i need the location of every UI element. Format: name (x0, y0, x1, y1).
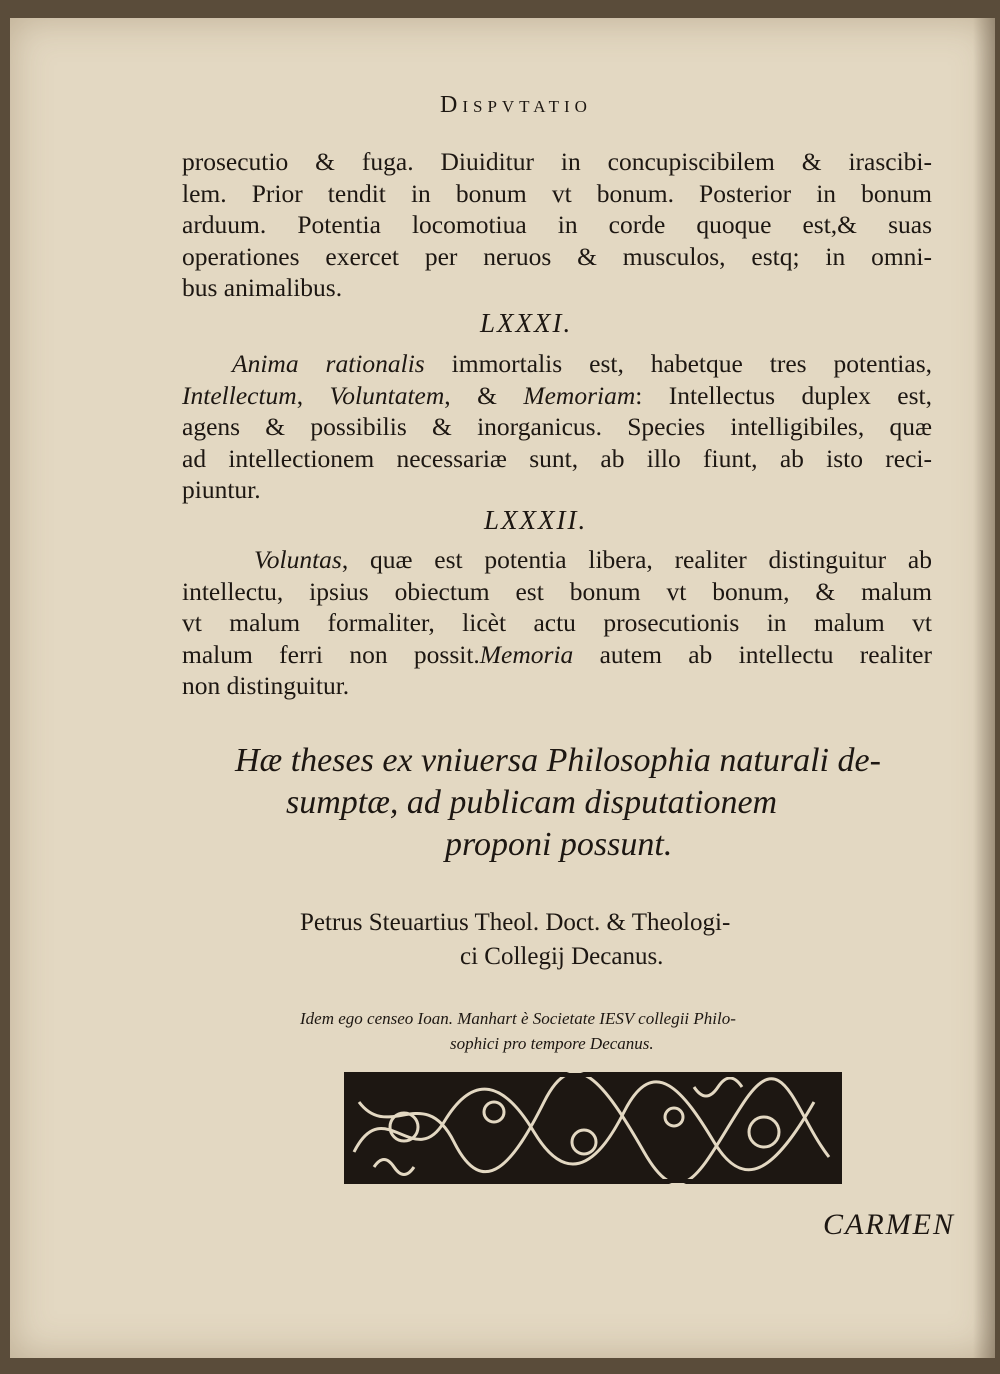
section-80-continuation (182, 146, 932, 304)
signature-line: ci Collegij Decanus. (460, 943, 664, 970)
closing-line: Hæ theses ex vniuersa Philosophia naturali de- (235, 742, 881, 779)
woodcut-ornament (344, 1072, 842, 1184)
book-page (10, 18, 995, 1358)
text-line: non distinguitur. (182, 671, 350, 700)
text-line: piuntur. (182, 475, 261, 504)
section-82 (182, 544, 932, 702)
text-line: vt malum formaliter, licèt actu prosecutionis in malum vt (182, 608, 932, 637)
catchword: CARMEN (823, 1208, 955, 1241)
section-number-81: LXXXI. (480, 308, 573, 338)
text-line: Intellectum, Voluntatem, & Memoriam: Intellectus duplex est, (182, 380, 932, 410)
closing-statement (235, 740, 935, 866)
text-line: intellectu, ipsius obiectum est bonum vt bonum, & malum (182, 576, 932, 606)
closing-line: proponi possunt. (445, 826, 673, 863)
running-title: Dispvtatio (440, 92, 592, 118)
approval-line: Idem ego censeo Ioan. Manhart è Societate IESV collegii Philo- (300, 1009, 736, 1028)
page-gutter-shadow (973, 18, 995, 1358)
approval-note (300, 1006, 940, 1056)
text-line: Anima rationalis immortalis est, habetque tres potentias, (232, 349, 932, 378)
text-line: bus animalibus. (182, 273, 343, 302)
text-line: operationes exercet per neruos & musculos, estq; in omni- (182, 241, 932, 271)
text-line: ad intellectionem necessariæ sunt, ab illo fiunt, ab isto reci- (182, 443, 932, 473)
section-number-82: LXXXII. (484, 505, 588, 535)
text-line: prosecutio & fuga. Diuiditur in concupiscibilem & irascibi- (182, 147, 932, 176)
text-line: agens & possibilis & inorganicus. Species intelligibiles, quæ (182, 412, 932, 441)
text-line: malum ferri non possit.Memoria autem ab intellectu realiter (182, 639, 932, 669)
text-line: arduum. Potentia locomotiua in corde quoque est,& suas (182, 210, 932, 239)
signature-line: Petrus Steuartius Theol. Doct. & Theologi- (300, 909, 731, 936)
text-line: lem. Prior tendit in bonum vt bonum. Posterior in bonum (182, 178, 932, 208)
signature (300, 906, 940, 974)
section-81 (182, 348, 932, 506)
text-line: Voluntas, quæ est potentia libera, realiter distinguitur ab (254, 545, 932, 574)
closing-line: sumptæ, ad publicam disputationem (286, 784, 778, 821)
approval-line: sophici pro tempore Decanus. (450, 1034, 654, 1053)
